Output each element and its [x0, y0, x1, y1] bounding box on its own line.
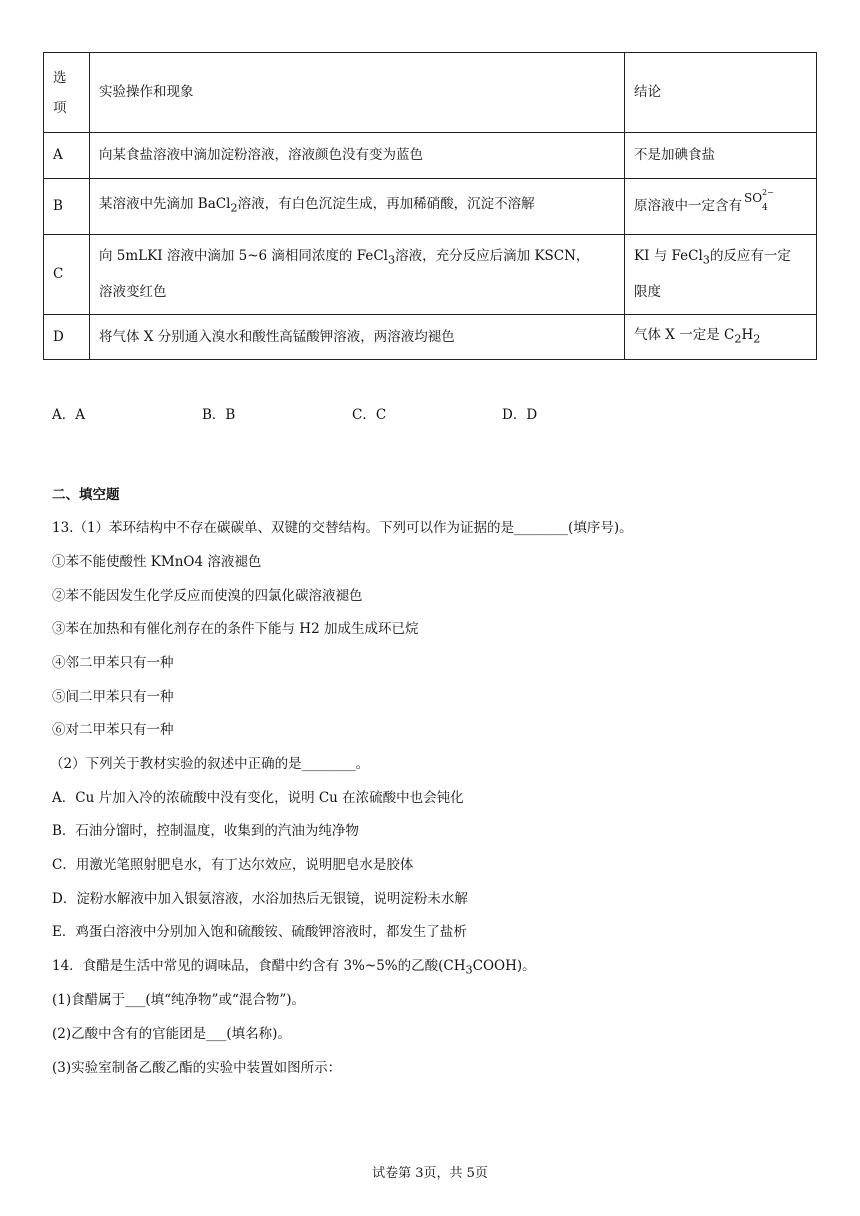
choice-c[interactable]: C．C — [352, 407, 387, 423]
operation-text-b: 溶液，有白色沉淀生成，再加稀硝酸，沉淀不溶解 — [237, 196, 535, 213]
q13-item-3: ③苯在加热和有催化剂存在的条件下能与 H2 加成生成环已烷 — [52, 621, 419, 637]
table-header-row — [44, 53, 817, 133]
q13-item-4: ④邻二甲苯只有一种 — [52, 655, 174, 671]
row-conclusion — [625, 235, 817, 315]
conclusion-text-b: H — [741, 326, 754, 343]
row-operation — [90, 179, 625, 235]
operation-text-a: 某溶液中先滴加 BaCl — [99, 196, 231, 213]
choice-d[interactable]: D．D — [502, 407, 538, 423]
q13-option-a: A．Cu 片加入冷的浓硫酸中没有变化，说明 Cu 在浓硫酸中也会钝化 — [52, 790, 464, 806]
conclusion-subscript-2: 2 — [753, 332, 761, 346]
q14-intro-b: COOH)。 — [472, 958, 536, 974]
sulfate-ion — [744, 188, 774, 223]
operation-subscript: 3 — [387, 253, 396, 267]
row-option: B — [44, 179, 90, 235]
operation-line-2: 溶液变红色 — [99, 284, 167, 301]
row-option: A — [44, 133, 90, 179]
q14-intro-a: 14．食醋是生活中常见的调味品，食醋中约含有 3%~5%的乙酸(CH — [52, 958, 466, 974]
row-option: C — [44, 235, 90, 315]
answer-choices — [52, 403, 752, 423]
q14-sub3: (3)实验室制备乙酸乙酯的实验中装置如图所示： — [52, 1060, 342, 1076]
row-operation: 将气体 X 分别通入溴水和酸性高锰酸钾溶液，两溶液均褪色 — [90, 315, 625, 360]
conclusion-subscript: 3 — [702, 253, 710, 267]
q13-option-b: B．石油分馏时，控制温度，收集到的汽油为纯净物 — [52, 823, 359, 839]
q13-part2: （2）下列关于教材实验的叙述中正确的是________。 — [50, 756, 370, 772]
row-operation: 向某食盐溶液中滴加淀粉溶液，溶液颜色没有变为蓝色 — [90, 133, 625, 179]
table-row — [44, 315, 817, 360]
header-option-char-2: 项 — [53, 99, 67, 116]
conclusion-text-a: 气体 X 一定是 C — [634, 326, 735, 343]
q13-option-d: D．淀粉水解液中加入银氨溶液，水浴加热后无银镜，说明淀粉未水解 — [52, 891, 468, 907]
q13-item-6: ⑥对二甲苯只有一种 — [52, 722, 174, 738]
q14-sub1: (1)食醋属于___(填“纯净物”或“混合物”)。 — [52, 992, 306, 1008]
table-row — [44, 133, 817, 179]
ion-superscript: 2− — [762, 188, 774, 197]
conclusion-line-2: 限度 — [634, 284, 661, 301]
row-operation — [90, 235, 625, 315]
header-option — [44, 53, 90, 133]
q14-intro-subscript: 3 — [465, 963, 473, 977]
q13-item-2: ②苯不能因发生化学反应而使溴的四氯化碳溶液褪色 — [52, 588, 363, 604]
choice-b[interactable]: B．B — [202, 407, 236, 423]
q14-sub2: (2)乙酸中含有的官能团是___(填名称)。 — [52, 1026, 291, 1042]
row-conclusion: 不是加碘食盐 — [625, 133, 817, 179]
q13-option-c: C．用激光笔照射肥皂水，有丁达尔效应，说明肥皂水是胶体 — [52, 857, 414, 873]
ion-symbol: SO — [744, 191, 763, 205]
q14-intro — [52, 954, 536, 977]
section-title: 二、填空题 — [52, 487, 120, 503]
table-row — [44, 235, 817, 315]
row-conclusion — [625, 179, 817, 235]
q13-item-1: ①苯不能使酸性 KMnO4 溶液褪色 — [52, 554, 262, 570]
operation-text-b: 溶液，充分反应后滴加 KSCN， — [395, 247, 590, 264]
q13-option-e: E．鸡蛋白溶液中分别加入饱和硫酸铵、硫酸钾溶液时，都发生了盐析 — [52, 924, 467, 940]
choice-a[interactable]: A．A — [52, 407, 85, 423]
row-conclusion — [625, 315, 817, 360]
operation-subscript: 2 — [230, 201, 238, 215]
experiment-table — [43, 52, 817, 360]
header-conclusion: 结论 — [625, 53, 817, 133]
operation-text-a: 向 5mLKI 溶液中滴加 5~6 滴相同浓度的 FeCl — [99, 247, 388, 264]
conclusion-text-b: 的反应有一定 — [709, 247, 791, 264]
conclusion-text: 原溶液中一定含有 — [634, 198, 742, 214]
q13-item-5: ⑤间二甲苯只有一种 — [52, 689, 174, 705]
header-operation: 实验操作和现象 — [90, 53, 625, 133]
conclusion-text-a: KI 与 FeCl — [634, 247, 703, 264]
q13-intro: 13.（1）苯环结构中不存在碳碳单、双键的交替结构。下列可以作为证据的是________(填序号)。 — [52, 520, 633, 536]
header-option-char-1: 选 — [53, 69, 67, 86]
conclusion-subscript-1: 2 — [734, 332, 742, 346]
table-row — [44, 179, 817, 235]
ion-subscript: 4 — [762, 203, 768, 213]
page-footer: 试卷第 3页，共 5页 — [372, 1166, 488, 1181]
row-option: D — [44, 315, 90, 360]
